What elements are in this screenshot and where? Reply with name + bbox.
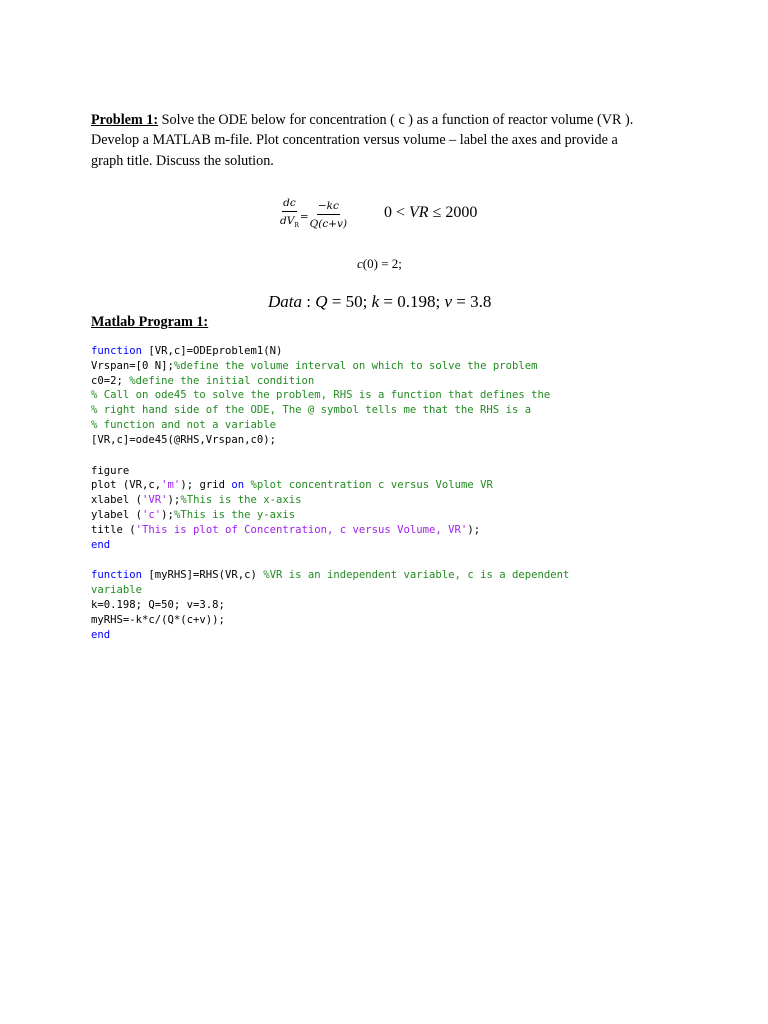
code-line: [91, 598, 661, 613]
code-text: ylabel (: [91, 508, 143, 521]
code-line: [91, 403, 661, 418]
lhs-denominator: [280, 212, 299, 233]
keyword: on: [231, 479, 245, 492]
code-comment: %This is the x-axis: [180, 494, 302, 507]
code-comment: %define the volume interval on which to solve the problem: [173, 359, 538, 372]
code-line: [91, 523, 661, 538]
code-string: 'm': [161, 479, 181, 492]
code-comment: %This is the y-axis: [173, 508, 296, 521]
k-var: k: [371, 292, 380, 311]
keyword: end: [91, 628, 111, 641]
code-line: [91, 374, 661, 389]
code-text: xlabel (: [91, 494, 143, 507]
range-lower: 0 <: [384, 204, 410, 221]
lhs-denominator-subscript: R: [294, 222, 299, 230]
code-text: figure: [91, 464, 130, 477]
q-var: Q: [315, 292, 328, 311]
code-comment: %plot concentration c versus Volume VR: [250, 479, 493, 492]
code-line: [91, 464, 661, 479]
code-line: [91, 344, 661, 359]
code-comment: %define the initial condition: [129, 374, 315, 387]
problem-heading: Problem 1:: [91, 112, 159, 128]
problem-line-1: Solve the ODE below for concentration ( c ) as a function of reactor volume (VR ).: [158, 112, 634, 128]
code-line: [91, 418, 661, 433]
code-comment: variable: [91, 584, 143, 597]
lhs-fraction: [280, 196, 299, 233]
v-value: = 3.8: [451, 292, 492, 311]
lhs-denominator-text: dV: [280, 215, 295, 227]
code-text: myRHS=-k*c/(Q*(c+v));: [91, 613, 225, 626]
problem-line-2: Develop a MATLAB m-file. Plot concentration versus volume – label the axes and provide a: [91, 132, 618, 149]
code-line: [91, 568, 661, 583]
initial-condition-var: c: [357, 256, 363, 271]
code-line: [91, 613, 661, 628]
code-text: k=0.198; Q=50; v=3.8;: [91, 598, 225, 611]
code-text: plot (VR,c,: [91, 479, 162, 492]
code-line: [91, 508, 661, 523]
code-text: ); grid: [180, 479, 232, 492]
problem-line-3: graph title. Discuss the solution.: [91, 152, 274, 169]
code-text: c0=2;: [91, 374, 130, 387]
code-line: [91, 433, 661, 448]
data-parameters: [268, 292, 491, 312]
keyword: function: [91, 345, 143, 357]
code-string: 'VR': [142, 494, 168, 507]
code-line: [91, 628, 661, 643]
code-text: [VR,c]=ODEproblem1(N): [142, 345, 283, 357]
code-string: 'c': [142, 508, 162, 521]
range-upper: ≤ 2000: [428, 204, 478, 221]
code-text: [VR,c]=ode45(@RHS,Vrspan,c0);: [91, 433, 276, 446]
code-comment: %VR is an independent variable, c is a dependent: [263, 569, 570, 582]
data-separator: :: [302, 292, 316, 311]
code-line: [91, 478, 661, 493]
data-label: Data: [268, 292, 302, 311]
v-var: v: [444, 292, 452, 311]
code-line: [91, 359, 661, 374]
keyword: end: [91, 538, 111, 551]
code-blank-line: [91, 448, 661, 464]
rhs-numerator: −kc: [317, 199, 340, 215]
q-value: = 50;: [327, 292, 372, 311]
code-text: title (: [91, 523, 136, 536]
rhs-fraction: [310, 199, 347, 231]
code-string: 'This is plot of Concentration, c versus Volume, VR': [135, 523, 468, 536]
program-heading: Matlab Program 1:: [91, 314, 209, 330]
matlab-code-listing: [91, 344, 661, 642]
code-line: [91, 388, 661, 403]
code-line: [91, 493, 661, 508]
code-comment: % function and not a variable: [91, 418, 276, 431]
k-value: = 0.198;: [379, 292, 445, 311]
code-text: Vrspan=[0 N];: [91, 359, 174, 372]
initial-condition-value: (0) = 2;: [362, 256, 402, 271]
code-comment: % right hand side of the ODE, The @ symbol tells me that the RHS is a: [91, 404, 532, 417]
rhs-denominator: Q(c+v): [309, 217, 348, 230]
code-text: [myRHS]=RHS(VR,c): [142, 569, 264, 582]
code-line: [91, 538, 661, 553]
code-comment: % Call on ode45 to solve the problem, RHS is a function that defines the: [91, 389, 551, 402]
code-text: );: [161, 508, 174, 521]
ode-equation: [280, 196, 347, 233]
code-line: [91, 583, 661, 598]
lhs-numerator: dc: [282, 196, 297, 212]
problem-statement: [91, 110, 676, 171]
code-blank-line: [91, 552, 661, 568]
code-text: );: [167, 494, 181, 507]
code-text: );: [467, 523, 481, 536]
equals-sign: =: [299, 210, 309, 223]
range-variable: VR: [409, 204, 429, 221]
keyword: function: [91, 569, 143, 582]
initial-condition: [357, 256, 402, 272]
volume-range: [384, 204, 477, 222]
